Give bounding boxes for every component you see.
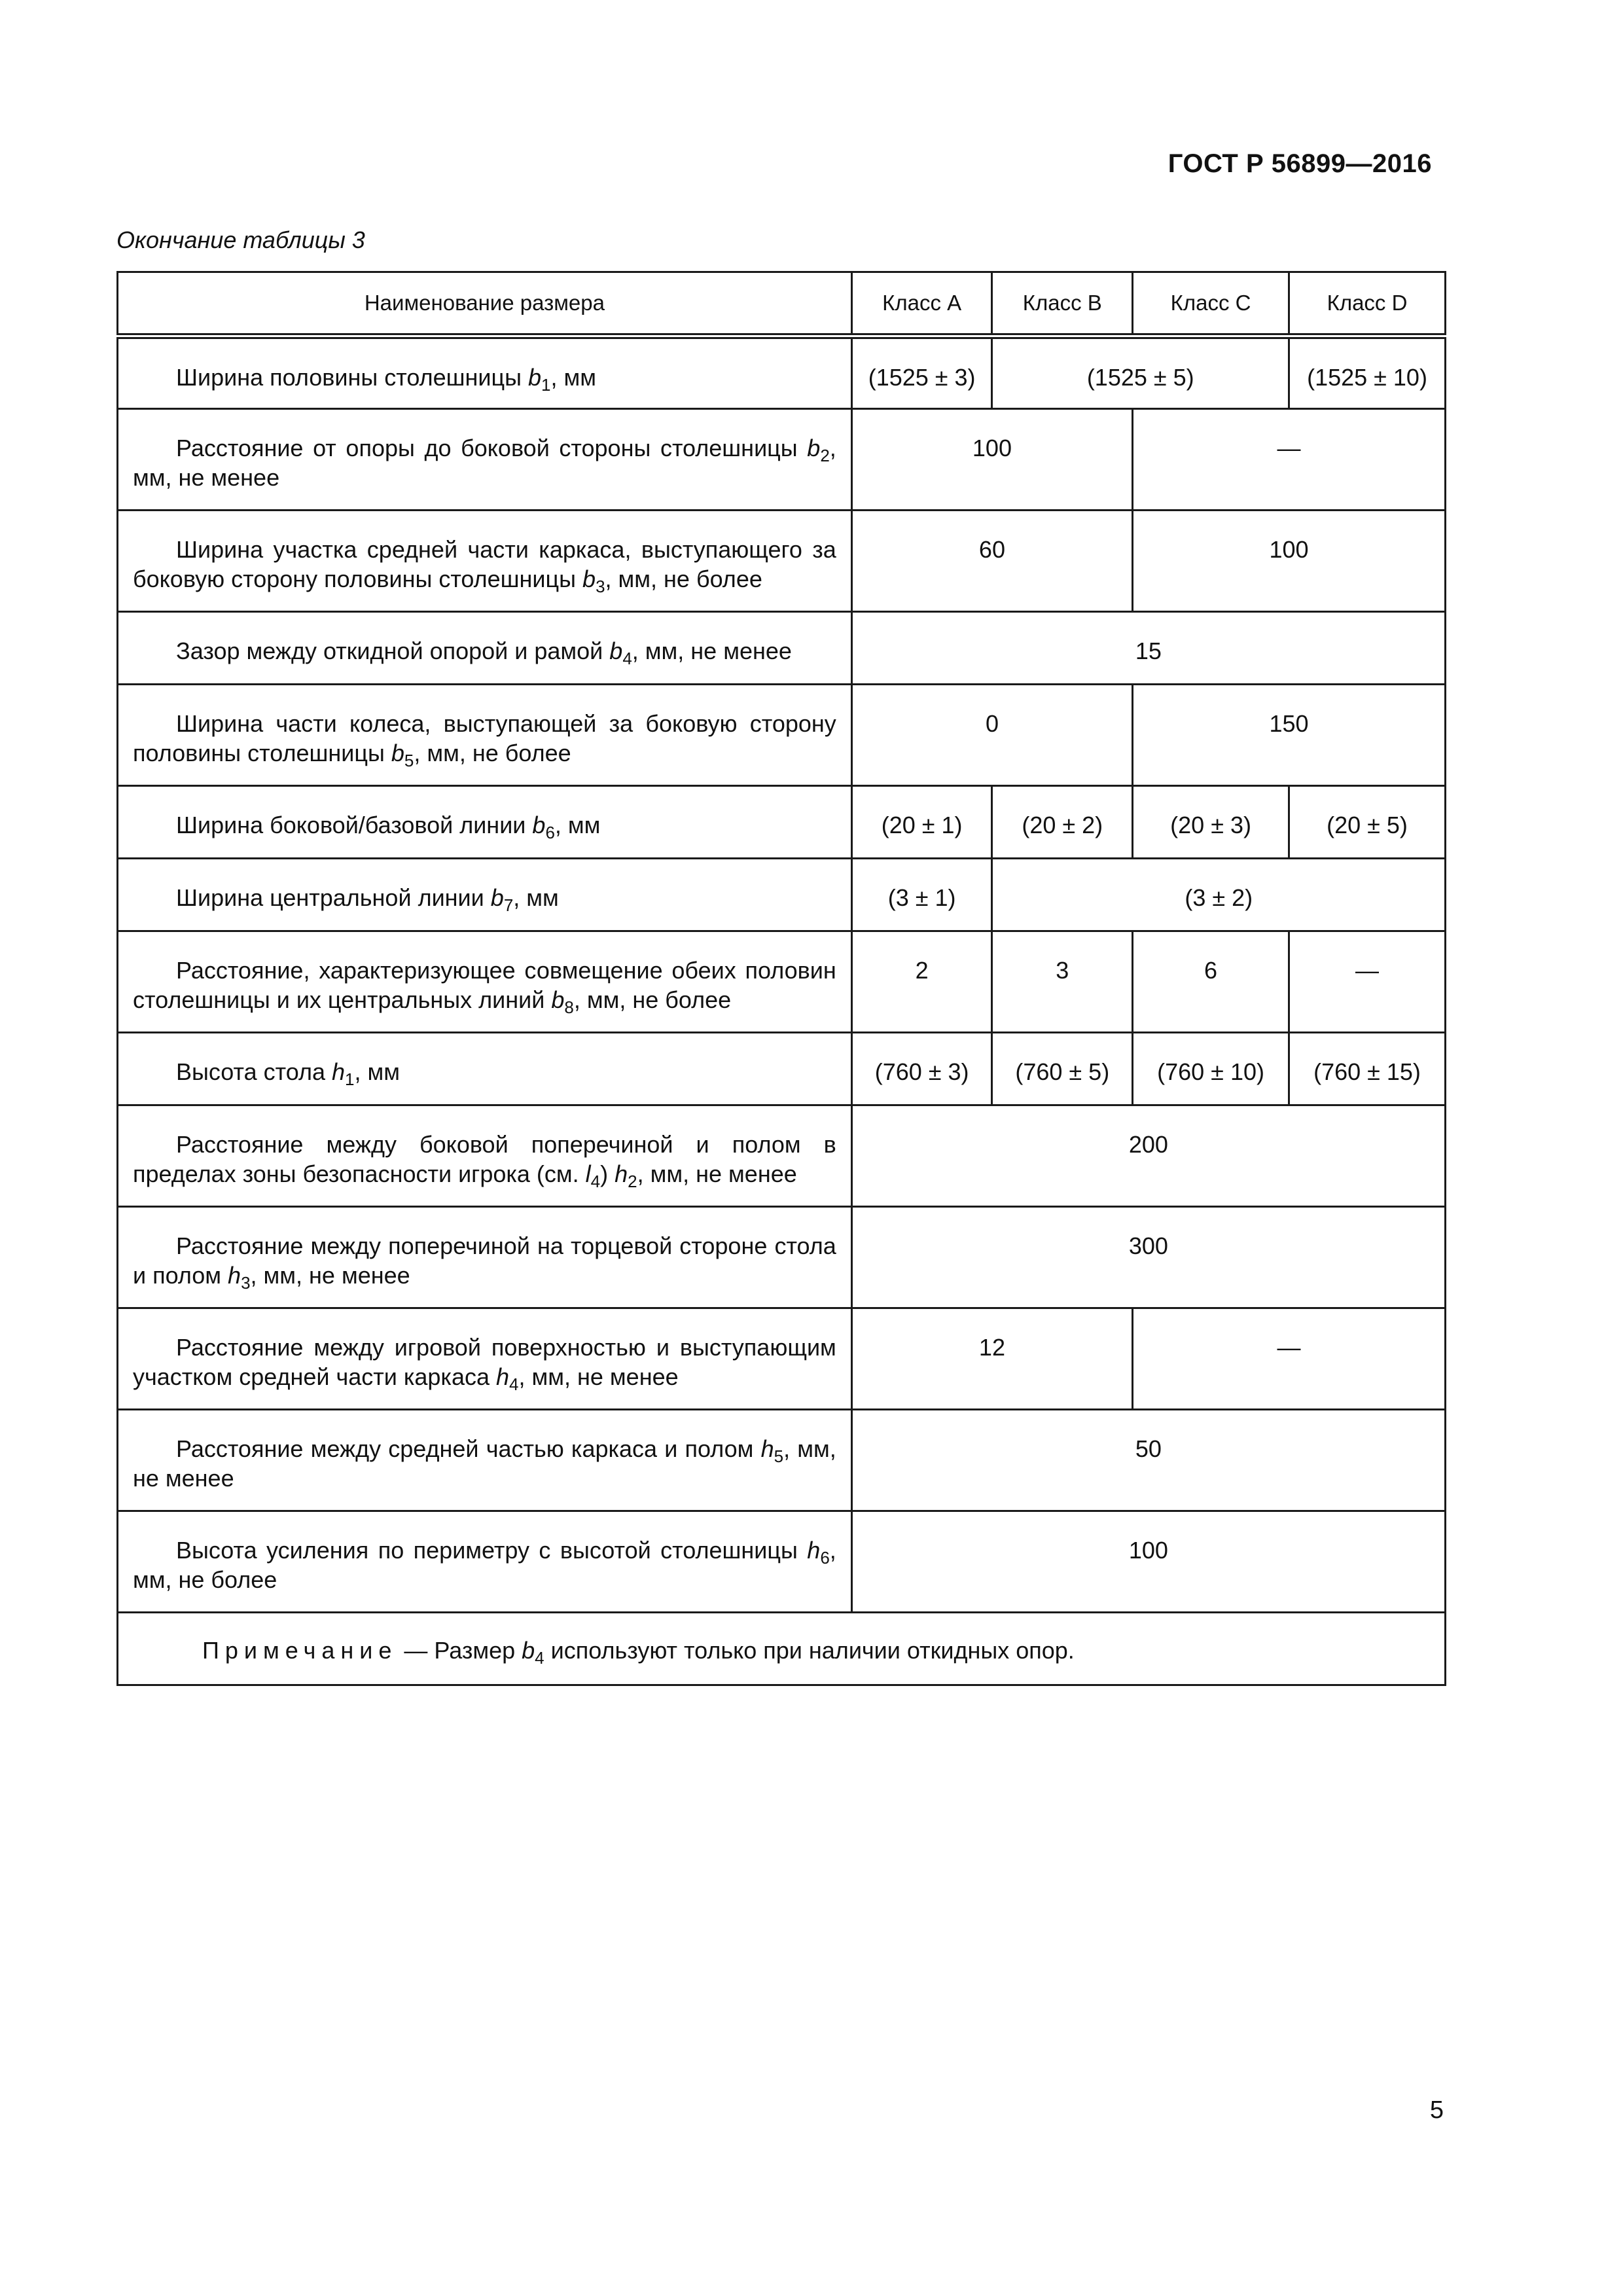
cell-all-classes: 50 (851, 1410, 1445, 1511)
table-row (118, 931, 1446, 1033)
cell-class-b-c-d: (3 ± 2) (992, 859, 1446, 931)
row-label: Ширина центральной линии $b_7$, мм (118, 859, 852, 931)
cell-class-a: (20 ± 1) (851, 786, 992, 859)
cell-all-classes: 15 (851, 612, 1445, 685)
table-header-row (118, 272, 1446, 336)
cell-class-c-d: — (1133, 1308, 1446, 1410)
table-row (118, 786, 1446, 859)
column-header-class-b: Класс B (992, 272, 1133, 336)
table-row (118, 685, 1446, 786)
cell-class-c: (20 ± 3) (1133, 786, 1289, 859)
row-label: Расстояние между средней частью каркаса и полом $h_5$, мм, не менее (118, 1410, 852, 1511)
note-label: Примечание (202, 1637, 398, 1664)
cell-class-b: (20 ± 2) (992, 786, 1133, 859)
row-label: Ширина боковой/базовой линии $b_6$, мм (118, 786, 852, 859)
table-note: Примечание — Размер $b_4$ используют только при наличии откидных опор. (118, 1613, 1446, 1685)
row-label: Высота усиления по периметру с высотой столешницы $h_6$, мм, не более (118, 1511, 852, 1613)
row-label: Ширина половины столешницы $b_1$, мм (118, 336, 852, 409)
row-label: Расстояние между поперечиной на торцевой стороне стола и полом $h_3$, мм, не менее (118, 1207, 852, 1308)
table-caption: Окончание таблицы 3 (116, 226, 365, 253)
row-label: Ширина части колеса, выступающей за боковую сторону половины столешницы $b_5$, мм, не более (118, 685, 852, 786)
cell-class-a: (1525 ± 3) (851, 336, 992, 409)
cell-class-d: — (1289, 931, 1446, 1033)
page-number: 5 (1429, 2096, 1444, 2124)
table-row (118, 1105, 1446, 1207)
cell-all-classes: 100 (851, 1511, 1445, 1613)
table-row (118, 1033, 1446, 1105)
row-label: Расстояние между игровой поверхностью и выступающим участком средней части каркаса $h_4$, мм, не менее (118, 1308, 852, 1410)
cell-class-a-b: 0 (851, 685, 1132, 786)
cell-class-a: 2 (851, 931, 992, 1033)
table-row (118, 859, 1446, 931)
cell-class-b: (760 ± 5) (992, 1033, 1133, 1105)
row-label: Высота стола $h_1$, мм (118, 1033, 852, 1105)
table-row (118, 511, 1446, 612)
cell-all-classes: 200 (851, 1105, 1445, 1207)
table-note-row (118, 1613, 1446, 1685)
column-header-class-a: Класс A (851, 272, 992, 336)
cell-class-c-d: 100 (1133, 511, 1446, 612)
cell-class-b: 3 (992, 931, 1133, 1033)
cell-class-d: (20 ± 5) (1289, 786, 1446, 859)
row-label: Зазор между откидной опорой и рамой $b_4$, мм, не менее (118, 612, 852, 685)
cell-class-a: (760 ± 3) (851, 1033, 992, 1105)
column-header-name: Наименование размера (118, 272, 852, 336)
table-row (118, 409, 1446, 511)
cell-class-c: 6 (1133, 931, 1289, 1033)
cell-class-a-b: 100 (851, 409, 1132, 511)
dimensions-table (116, 271, 1446, 1686)
cell-class-b-c: (1525 ± 5) (992, 336, 1289, 409)
cell-all-classes: 300 (851, 1207, 1445, 1308)
table-row (118, 1511, 1446, 1613)
table-row (118, 336, 1446, 409)
cell-class-c: (760 ± 10) (1133, 1033, 1289, 1105)
document-header: ГОСТ Р 56899—2016 (1168, 149, 1432, 178)
cell-class-d: (1525 ± 10) (1289, 336, 1446, 409)
row-label: Расстояние от опоры до боковой стороны столешницы $b_2$, мм, не менее (118, 409, 852, 511)
column-header-class-c: Класс C (1133, 272, 1289, 336)
cell-class-c-d: 150 (1133, 685, 1446, 786)
cell-class-d: (760 ± 15) (1289, 1033, 1446, 1105)
cell-class-c-d: — (1133, 409, 1446, 511)
row-label: Ширина участка средней части каркаса, выступающего за боковую сторону половины столешницы $b_3$, мм, не более (118, 511, 852, 612)
row-label: Расстояние, характеризующее совмещение обеих половин столешницы и их центральных линий $b_8$, мм, не более (118, 931, 852, 1033)
table-row (118, 612, 1446, 685)
column-header-class-d: Класс D (1289, 272, 1446, 336)
cell-class-a-b: 60 (851, 511, 1132, 612)
table-row (118, 1308, 1446, 1410)
cell-class-a: (3 ± 1) (851, 859, 992, 931)
table-row (118, 1207, 1446, 1308)
cell-class-a-b: 12 (851, 1308, 1132, 1410)
table-row (118, 1410, 1446, 1511)
row-label: Расстояние между боковой поперечиной и полом в пределах зоны безопасности игрока (см. $l_4$) $h_2$, мм, не менее (118, 1105, 852, 1207)
